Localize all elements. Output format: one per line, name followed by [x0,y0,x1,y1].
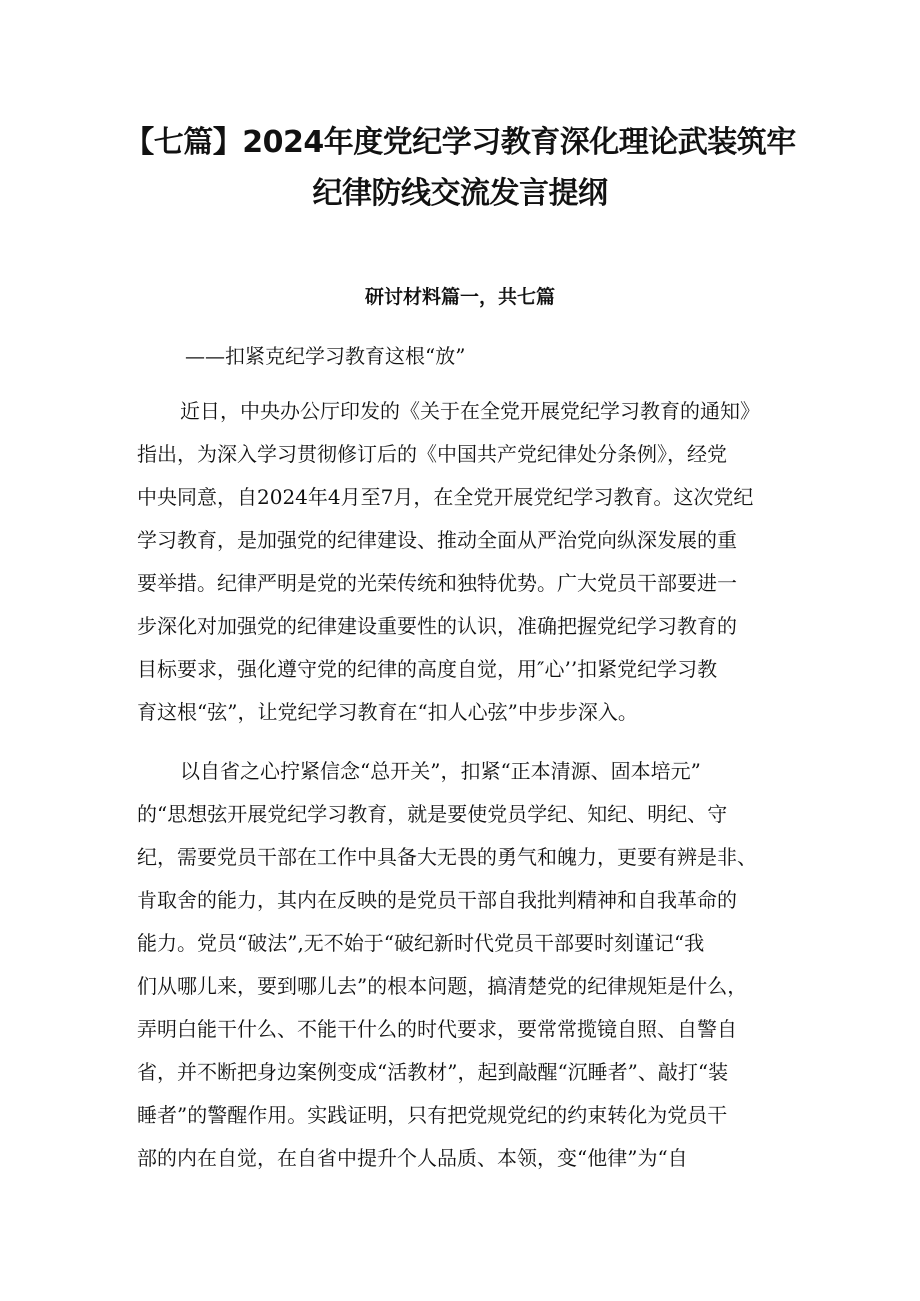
document-title-line-2: 纪律防线交流发言提纲 [312,176,608,211]
document-title-line-1: 【七篇】2024年度党纪学习教育深化理论武装筑牢 [124,125,796,160]
paragraph-2-line: 肯取舍的能力，其内在反映的是党员干部自我批判精神和自我革命的 [137,888,737,912]
paragraph-2-line: 纪，需要党员干部在工作中具备大无畏的勇气和魄力，更要有辨是非、 [137,845,757,869]
paragraph-2-line: 的“思想弦开展党纪学习教育，就是要使党员学纪、知纪、明纪、守 [137,802,728,826]
paragraph-1-line: 目标要求，强化遵守党的纪律的高度自觉，用″心’’扣紧党纪学习教 [137,657,718,681]
paragraph-1-line: 近日，中央办公厅印发的《关于在全党开展党纪学习教育的通知》 [180,399,760,423]
paragraph-2-line: 们从哪儿来，要到哪儿去”的根本问题，搞清楚党的纪律规矩是什么， [137,974,748,998]
paragraph-1-line: 指出，为深入学习贯彻修订后的《中国共产党纪律处分条例》，经党 [137,442,727,466]
paragraph-2-line: 睡者”的警醒作用。实践证明，只有把党规党纪的约束转化为党员干 [137,1103,728,1127]
paragraph-1-line: 育这根“弦”，让党纪学习教育在“扣人心弦”中步步深入。 [137,700,638,724]
paragraph-1-line: 步深化对加强党的纪律建设重要性的认识，准确把握党纪学习教育的 [137,614,737,638]
paragraph-2-line: 省，并不断把身边案例变成“活教材”，起到敲醒“沉睡者”、敲打“装 [137,1060,729,1084]
paragraph-2-line: 以自省之心拧紧信念“总开关”，扣紧“正本清源、固本培元” [180,759,701,783]
section-heading: ——扣紧克纪学习教育这根“放” [185,344,466,368]
paragraph-2-line: 能力。党员“破法”,无不始于“破纪新时代党员干部要时刻谨记“我 [137,931,705,955]
document-subtitle: 研讨材料篇一，共七篇 [364,286,555,308]
paragraph-2-line: 部的内在自觉，在自省中提升个人品质、本领，变“他律”为“自 [137,1146,688,1170]
paragraph-2-line: 弄明白能干什么、不能干什么的时代要求，要常常揽镜自照、自警自 [137,1017,737,1041]
paragraph-1-line: 中央同意，自2024年4月至7月，在全党开展党纪学习教育。这次党纪 [137,485,754,509]
paragraph-1-line: 要举措。纪律严明是党的光荣传统和独特优势。广大党员干部要进一 [137,571,737,595]
paragraph-1-line: 学习教育，是加强党的纪律建设、推动全面从严治党向纵深发展的重 [137,528,737,552]
